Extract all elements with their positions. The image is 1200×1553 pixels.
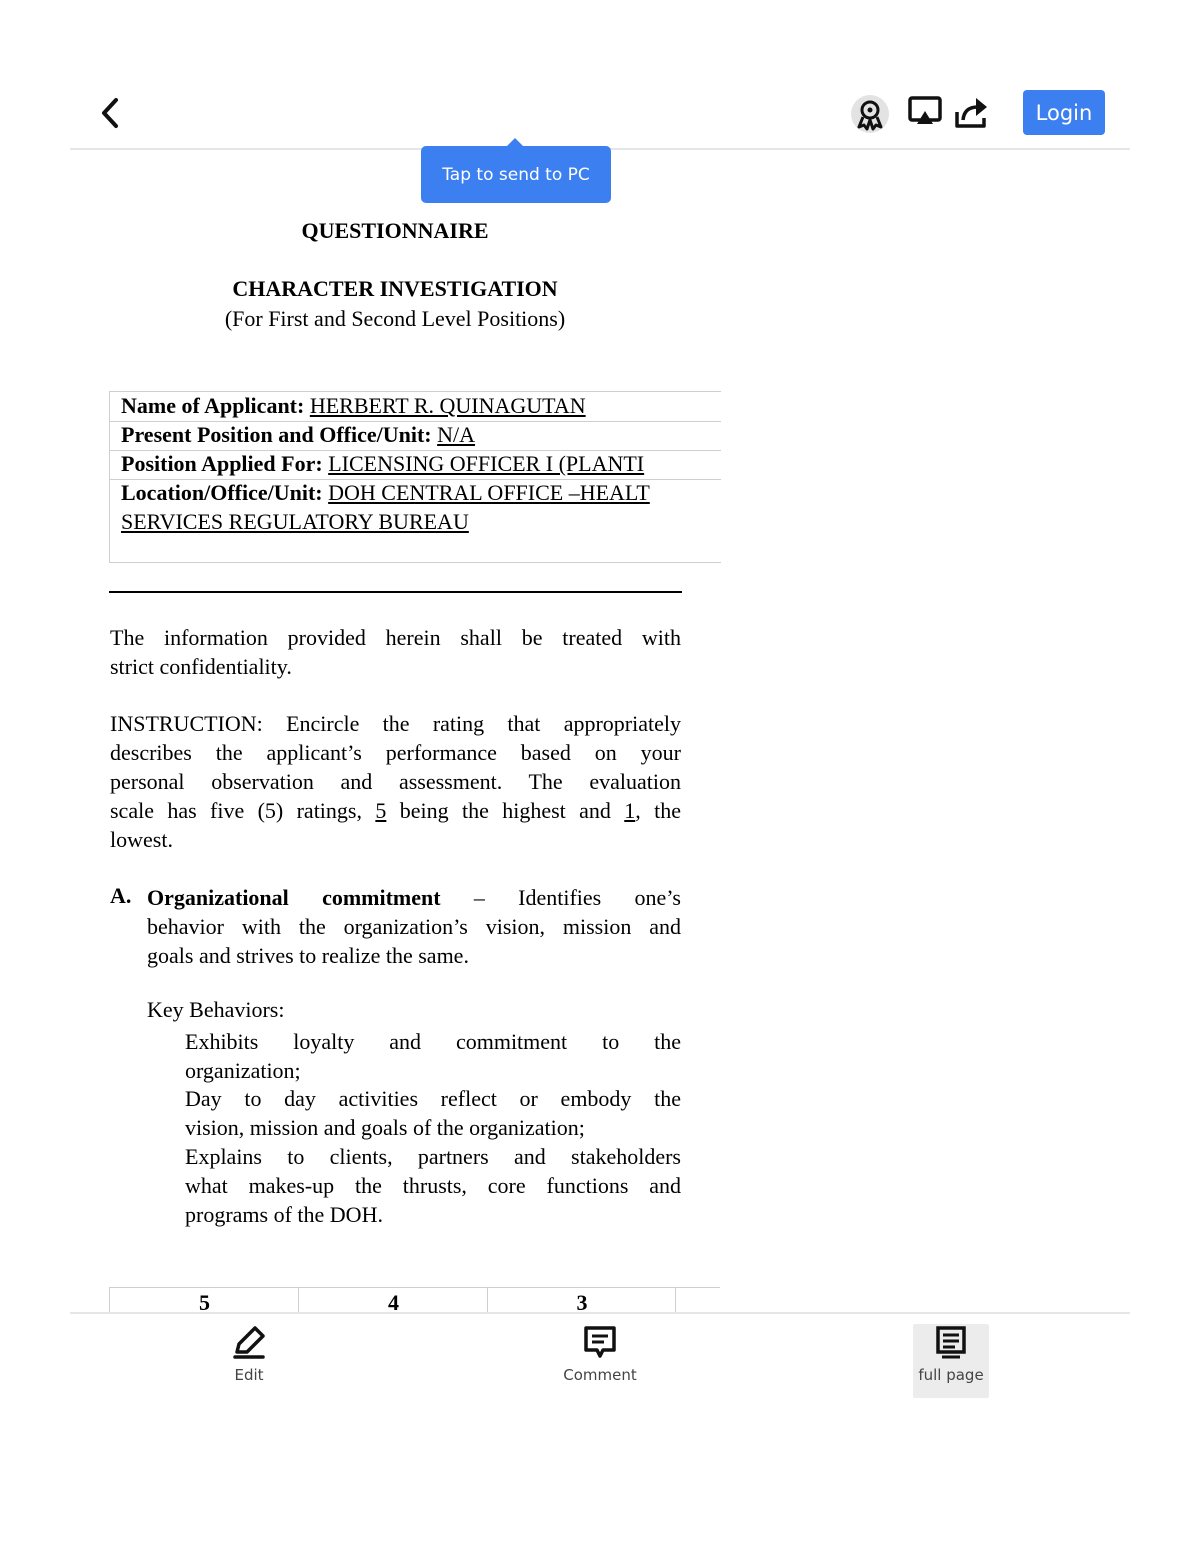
edit-button[interactable]: Edit	[211, 1324, 287, 1398]
behavior-2: Day to day activities reflect or embody the vision, mission and goals of the organization;	[185, 1086, 681, 1140]
pencil-icon	[231, 1324, 267, 1360]
comment-button[interactable]: Comment	[562, 1324, 638, 1398]
chevron-left-icon[interactable]	[96, 96, 126, 130]
login-button[interactable]: Login	[1023, 90, 1105, 135]
rating-5: 5	[199, 1290, 210, 1312]
behavior-3: Explains to clients, partners and stakeholders what makes-up the thrusts, core functions and programs of the DOH.	[185, 1144, 681, 1227]
behavior-1: Exhibits loyalty and commitment to the organization;	[185, 1029, 681, 1083]
comment-icon	[582, 1324, 618, 1360]
field-position-applied: Position Applied For: LICENSING OFFICER I (PLANTI	[121, 451, 645, 476]
field-name-of-applicant: Name of Applicant: HERBERT R. QUINAGUTAN	[121, 393, 586, 418]
instruction-paragraph: INSTRUCTION: Encircle the rating that appropriately describes the applicant’s performance based on your personal observation and assessment. The evaluation scale has five (5) ratings, 5 being the highest and 1, the lowest.	[110, 711, 681, 852]
rating-3: 3	[576, 1290, 588, 1312]
field-location: Location/Office/Unit: DOH CENTRAL OFFICE –HEALT	[121, 480, 650, 505]
rating-4: 4	[388, 1290, 399, 1312]
bottom-toolbar	[70, 1312, 1130, 1414]
document-page	[0, 150, 1200, 1312]
share-icon[interactable]	[954, 94, 990, 130]
section-a-paragraph: Organizational commitment – Identifies one’s behavior with the organization’s vision, mission and goals and strives to realize the same.	[147, 885, 681, 968]
monitor-icon[interactable]	[908, 96, 942, 128]
document-title: QUESTIONNAIRE	[301, 218, 489, 243]
badge-icon[interactable]	[850, 94, 890, 134]
confidentiality-paragraph: The information provided herein shall be treated with strict confidentiality.	[110, 625, 681, 679]
send-to-pc-tooltip[interactable]: Tap to send to PC	[421, 146, 611, 203]
document-subtitle-2: (For First and Second Level Positions)	[224, 306, 566, 331]
divider	[109, 591, 682, 593]
field-present-position: Present Position and Office/Unit: N/A	[121, 422, 476, 447]
key-behaviors-label: Key Behaviors:	[147, 997, 285, 1022]
field-location-cont: SERVICES REGULATORY BUREAU	[121, 509, 469, 534]
section-a-marker: A.	[110, 883, 132, 908]
full-page-button[interactable]: full page	[913, 1324, 989, 1398]
document-subtitle: CHARACTER INVESTIGATION	[232, 276, 558, 301]
top-bar	[70, 60, 1130, 150]
document-icon	[933, 1324, 969, 1360]
